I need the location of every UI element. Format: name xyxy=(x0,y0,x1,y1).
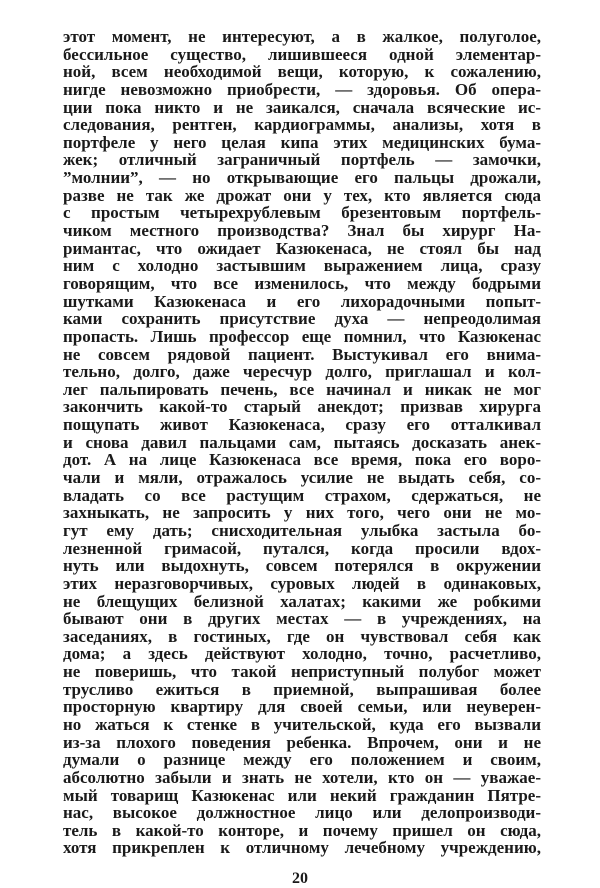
text-line: ции пока никто и не заикался, сначала всяческие ис- xyxy=(63,97,541,117)
text-line: мый товарищ Казюкенас или некий гражданин Пятре- xyxy=(63,785,541,805)
text-line: чали и мяли, отражалось усилие не выдать себя, со- xyxy=(63,468,541,488)
text-line: жек; отличный заграничный портфель — замочки, xyxy=(63,150,541,170)
text-line: не блещущих белизной халатах; какими же робкими xyxy=(63,591,541,611)
text-line: из-за плохого поведения ребенка. Впрочем, они и не xyxy=(63,732,541,752)
text-line: ками сохранить присутствие духа — непреодолимая xyxy=(63,309,541,329)
text-line: римантас, что ожидает Казюкенаса, не стоял бы над xyxy=(63,238,541,258)
text-line: шутками Казюкенаса и его лихорадочными попыт- xyxy=(63,291,541,311)
text-line: хотя прикреплен к отличному лечебному учреждению, xyxy=(63,838,541,858)
text-line: дома; а здесь действуют холодно, точно, расчетливо, xyxy=(63,644,541,664)
text-line: лезненной гримасой, путался, когда просили вдох- xyxy=(63,538,541,558)
text-line: бессильное существо, лишившееся одной элементар- xyxy=(63,44,541,64)
text-line: ним с холодно застывшим выражением лица, сразу xyxy=(63,256,541,276)
text-line: с простым четырехрублевым брезентовым портфель- xyxy=(63,203,541,223)
text-line: разве не так же дрожат они у тех, кто является сюда xyxy=(63,185,541,205)
text-line: закончить какой-то старый анекдот; призвав хирурга xyxy=(63,397,541,417)
text-line: пощупать живот Казюкенаса, сразу его отталкивал xyxy=(63,415,541,435)
text-line: дот. А на лице Казюкенаса все время, пока его воро- xyxy=(63,450,541,470)
text-line: лег пальпировать печень, все начинал и никак не мог xyxy=(63,379,541,399)
text-line: абсолютно забыли и знать не хотели, кто он — уважае- xyxy=(63,767,541,787)
text-line: владать со все растущим страхом, сдержаться, не xyxy=(63,485,541,505)
text-line: заседаниях, в гостиных, где он чувствовал себя как xyxy=(63,626,541,646)
text-line: нигде невозможно приобрести, — здоровья. Об опера- xyxy=(63,79,541,99)
text-line: чиком местного производства? Знал бы хирург На- xyxy=(63,221,541,241)
text-line: бывают они в других местах — в учреждениях, на xyxy=(63,609,541,629)
page-body-text xyxy=(63,28,541,857)
text-line: ”молнии”, — но открывающие его пальцы дрожали, xyxy=(63,168,541,188)
text-line: захныкать, не запросить у них того, чего они не мо- xyxy=(63,503,541,523)
text-line: портфеле у него целая кипа этих медицинских бума- xyxy=(63,132,541,152)
text-line: нас, высокое должностное лицо или делопроизводи- xyxy=(63,803,541,823)
page-number: 20 xyxy=(292,870,308,887)
text-line: думали о разнице между его положением и своим, xyxy=(63,750,541,770)
text-line: просторную квартиру для своей семьи, или неуверен- xyxy=(63,697,541,717)
text-line: ной, всем необходимой вещи, которую, к сожалению, xyxy=(63,62,541,82)
text-line: гут ему дать; снисходительная улыбка застыла бо- xyxy=(63,520,541,540)
text-line: этих неразговорчивых, суровых людей в одинаковых, xyxy=(63,573,541,593)
text-line: и снова давил пальцами сам, пытаясь досказать анек- xyxy=(63,432,541,452)
text-line: этот момент, не интересуют, а в жалкое, полуголое, xyxy=(63,27,541,46)
text-line: не поверишь, что такой неприступный полубог может xyxy=(63,662,541,682)
text-line: следования, рентген, кардиограммы, анализы, хотя в xyxy=(63,115,541,135)
text-line: говорящим, что все изменилось, что между бодрыми xyxy=(63,273,541,293)
text-line: не совсем рядовой пациент. Выстукивал его внима- xyxy=(63,344,541,364)
text-line: но жаться к стенке в учительской, куда его вызвали xyxy=(63,714,541,734)
text-line: тельно, долго, даже чересчур долго, приглашал и кол- xyxy=(63,362,541,382)
text-line: тель в какой-то конторе, и почему пришел он сюда, xyxy=(63,820,541,840)
text-line: пропасть. Лишь профессор еще помнил, что Казюкенас xyxy=(63,326,541,346)
text-line: нуть или выдохнуть, совсем потерялся в окружении xyxy=(63,556,541,576)
text-line: трусливо ежиться в приемной, выпрашивая более xyxy=(63,679,541,699)
